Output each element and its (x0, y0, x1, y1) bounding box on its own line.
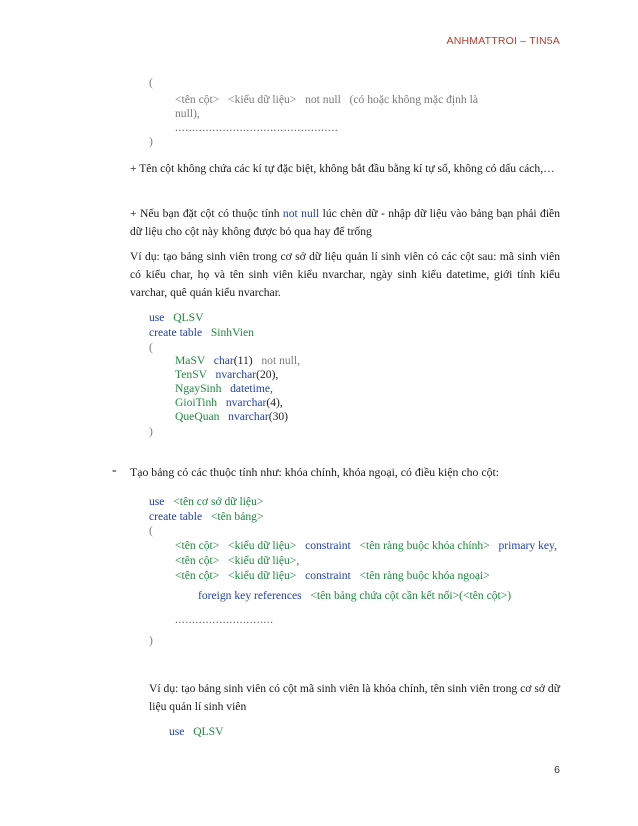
code1-column-tensv (175, 367, 278, 382)
code1-c3-type: datetime, (230, 382, 273, 395)
code1-column-ngaysinh (175, 381, 273, 396)
syntax2-open-paren: ( (149, 524, 153, 537)
syntax1-open-paren: ( (149, 76, 153, 89)
syntax2-fk-line (175, 568, 490, 583)
code1-c4-name: GioiTinh (175, 396, 218, 409)
page-header: ANHMATTROI – TIN5A (446, 35, 560, 47)
syntax2-create-keyword: create table (149, 510, 203, 523)
syntax2-pk-col: <tên cột> (175, 539, 220, 552)
syntax2-use-line (149, 494, 263, 509)
note-column-name-rules: + Tên cột không chứa các kí tự đặc biệt, không bắt đầu bằng kí tự số, không có dấu cách,… (130, 162, 555, 175)
code1-db-name: QLSV (173, 311, 204, 324)
code1-c3-name: NgaySinh (175, 382, 222, 395)
syntax2-plain-col-line (175, 553, 299, 568)
code1-c1-type: char (213, 354, 234, 367)
syntax1-not-null: not null (305, 93, 341, 106)
syntax2-db-name: <tên cơ sở dữ liệu> (173, 495, 264, 508)
code1-c5-size: (30) (268, 410, 289, 423)
code1-create-keyword: create table (149, 326, 203, 339)
syntax2-fk-constraint: constraint (305, 569, 351, 582)
code1-c1-tail: not null, (261, 354, 301, 367)
code1-c5-type: nvarchar (228, 410, 269, 423)
note-not-null (130, 205, 560, 241)
syntax1-note-close: null), (175, 107, 200, 120)
syntax2-close-paren: ) (149, 634, 153, 647)
code1-create-line (149, 325, 254, 340)
syntax2-pk-name: <tên ràng buộc khóa chính> (359, 539, 490, 552)
code1-c2-type: nvarchar (215, 368, 257, 381)
code1-column-gioitinh (175, 395, 283, 410)
code1-c1-size: (11) (233, 354, 253, 367)
syntax1-col-name: <tên cột> (175, 93, 220, 106)
code1-table-name: SinhVien (210, 326, 254, 339)
syntax2-plain-col: <tên cột> (175, 554, 220, 567)
syntax1-dots: ................................................ (175, 121, 339, 134)
code1-c4-type: nvarchar (225, 396, 267, 409)
code1-c5-name: QueQuan (175, 410, 220, 423)
code2-use-line (169, 724, 223, 739)
page-number: 6 (554, 764, 560, 776)
code1-c2-size: (20), (256, 368, 279, 381)
syntax2-fk-type: <kiểu dữ liệu> (228, 569, 297, 582)
note-not-null-keyword: not null (282, 207, 320, 220)
syntax2-pk-line (175, 538, 557, 553)
syntax1-col-type: <kiểu dữ liệu> (228, 93, 297, 106)
code1-use-line (149, 310, 203, 325)
code1-column-quequan (175, 409, 288, 424)
syntax2-table-name: <tên bảng> (210, 510, 264, 523)
syntax2-pk-keyword: primary key, (498, 539, 557, 552)
syntax2-ref-table: <tên bảng chứa cột cần kết nối> (310, 589, 460, 602)
syntax2-use-keyword: use (149, 495, 165, 508)
note-not-null-before: + Nếu bạn đặt cột có thuộc tính (130, 207, 283, 220)
syntax2-ref-col: (<tên cột>) (459, 589, 512, 602)
code1-column-masv (175, 353, 300, 368)
example1-text: Ví dụ: tạo bảng sinh viên trong cơ sở dữ liệu quản lí sinh viên có các cột sau: mã sinh viên có kiểu char, họ và tên sinh viên kiểu nvarchar, ngày sinh kiểu datetime, giới tính kiểu varchar, quê quán kiểu nvarchar. (130, 250, 560, 299)
code1-open-paren: ( (149, 341, 153, 354)
code2-db-name: QLSV (193, 725, 224, 738)
code1-c2-name: TenSV (175, 368, 207, 381)
code1-use-keyword: use (149, 311, 165, 324)
code1-close-paren: ) (149, 425, 153, 438)
note-not-null-after: lúc chèn dữ - nhập dữ liệu vào bảng bạn phải điền dữ liệu cho cột này không được bỏ qua hay để trống (130, 207, 560, 238)
syntax2-pk-constraint: constraint (305, 539, 351, 552)
syntax2-fk-col: <tên cột> (175, 569, 220, 582)
bullet-dash: - (112, 463, 117, 478)
code1-c1-name: MaSV (175, 354, 206, 367)
syntax1-note-open: (có hoặc không mặc định là (349, 93, 478, 106)
code2-use-keyword: use (169, 725, 185, 738)
syntax2-create-line (149, 509, 264, 524)
code1-c4-size: (4), (266, 396, 283, 409)
syntax1-column-line (175, 92, 478, 107)
syntax2-pk-type: <kiểu dữ liệu> (228, 539, 297, 552)
syntax2-dots: ............................. (175, 613, 274, 626)
syntax2-references-line (198, 588, 511, 603)
syntax1-close-paren: ) (149, 135, 153, 148)
syntax2-plain-type: <kiểu dữ liệu>, (228, 554, 300, 567)
section2-title: Tạo bảng có các thuộc tính như: khóa chính, khóa ngoại, có điều kiện cho cột: (130, 465, 500, 479)
example2-text: Ví dụ: tạo bảng sinh viên có cột mã sinh viên là khóa chính, tên sinh viên trong cơ sở dữ liệu quản lí sinh viên (149, 682, 560, 713)
syntax2-fk-keyword: foreign key references (198, 589, 302, 602)
syntax2-fk-name: <tên ràng buộc khóa ngoại> (359, 569, 490, 582)
